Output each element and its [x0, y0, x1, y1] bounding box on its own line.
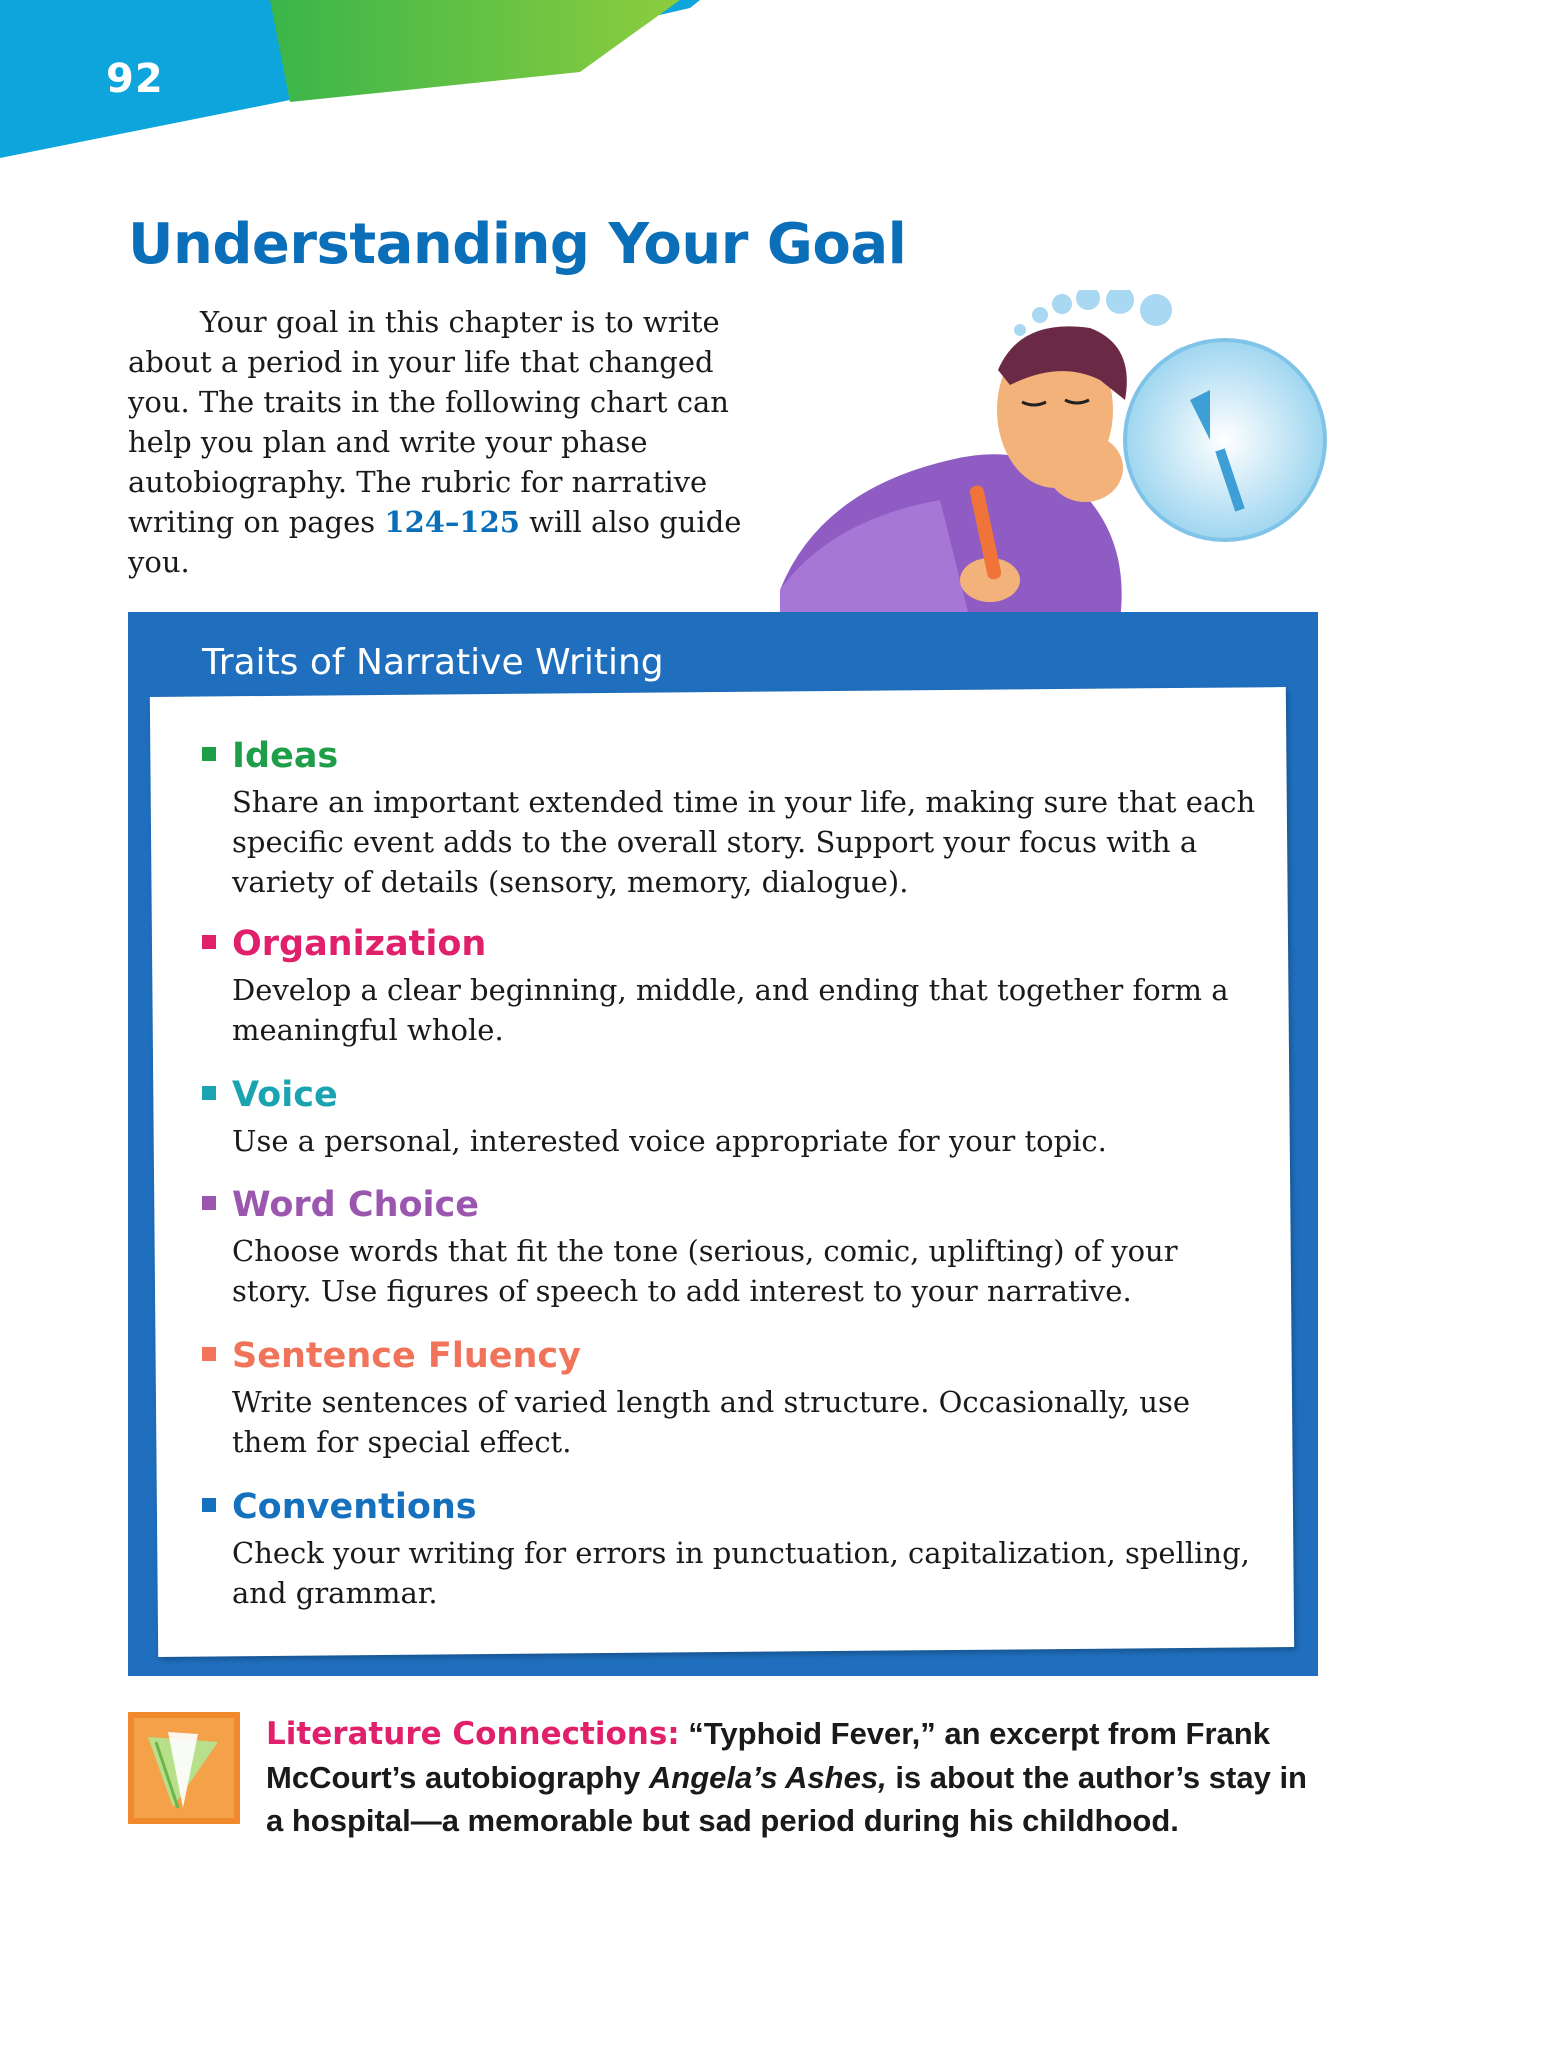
square-bullet-icon [202, 747, 216, 761]
trait-ideas [202, 734, 1262, 902]
page-reference-link[interactable]: 124–125 [384, 505, 520, 539]
literature-label: Literature Connections: [266, 1716, 680, 1752]
trait-description: Use a personal, interested voice appropriate for your topic. [232, 1124, 1107, 1158]
square-bullet-icon [202, 935, 216, 949]
page-number: 92 [106, 56, 164, 102]
square-bullet-icon [202, 1498, 216, 1512]
trait-description: Check your writing for errors in punctuation, capitalization, spelling, and grammar. [232, 1536, 1250, 1610]
trait-description: Develop a clear beginning, middle, and ending that together form a meaningful whole. [232, 973, 1229, 1047]
trait-voice [202, 1073, 1262, 1161]
book-icon [128, 1712, 240, 1824]
trait-name: Sentence Fluency [202, 1334, 1262, 1378]
trait-description: Share an important extended time in your life, making sure that each specific event adds to the overall story. Support your focus with a variety of details (sensory, memory, dialogue). [232, 785, 1256, 899]
intro-paragraph [128, 302, 768, 582]
trait-conventions [202, 1485, 1262, 1613]
square-bullet-icon [202, 1347, 216, 1361]
book-title: Angela’s Ashes, [648, 1760, 887, 1795]
trait-word-choice [202, 1183, 1262, 1311]
square-bullet-icon [202, 1196, 216, 1210]
trait-sentence-fluency [202, 1334, 1262, 1462]
trait-name: Ideas [202, 734, 1262, 778]
literature-connections [266, 1712, 1326, 1842]
thinking-person-illustration [740, 290, 1360, 620]
trait-name: Voice [202, 1073, 1262, 1117]
trait-description: Choose words that fit the tone (serious, comic, uplifting) of your story. Use figures of speech to add interest to your narrative. [232, 1234, 1178, 1308]
trait-organization [202, 922, 1262, 1050]
literature-text-end: is about the author’s stay in a hospital—a memorable but sad period during his childhood. [266, 1760, 1307, 1838]
trait-description: Write sentences of varied length and structure. Occasionally, use them for special effect. [232, 1385, 1191, 1459]
page-title: Understanding Your Goal [128, 212, 907, 277]
intro-text-end: will also guide you. [128, 505, 742, 579]
square-bullet-icon [202, 1086, 216, 1100]
literature-text: “Typhoid Fever,” an excerpt from Frank McCourt’s autobiography [266, 1716, 1270, 1795]
trait-name: Organization [202, 922, 1262, 966]
header-banner [0, 0, 700, 170]
trait-name: Word Choice [202, 1183, 1262, 1227]
traits-heading: Traits of Narrative Writing [202, 642, 664, 683]
trait-name: Conventions [202, 1485, 1262, 1529]
intro-text: Your goal in this chapter is to write about a period in your life that changed you. The traits in the following chart can help you plan and write your phase autobiography. The rubric for narrative writing on pages [128, 305, 729, 539]
